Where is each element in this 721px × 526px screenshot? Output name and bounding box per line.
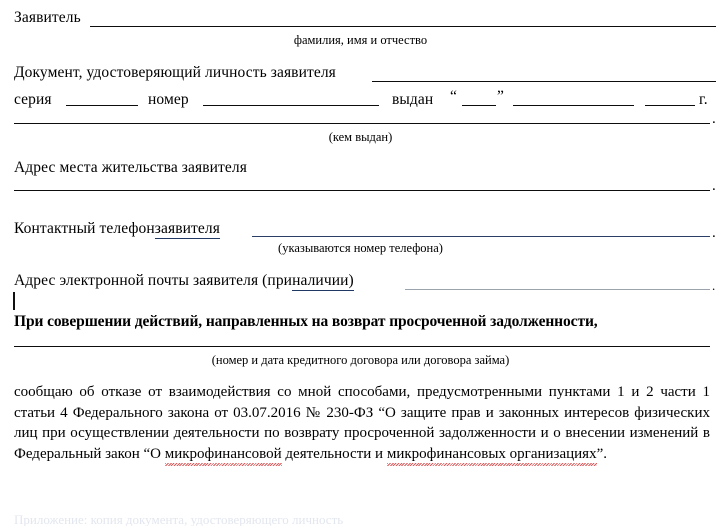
identity-issued-label: выдан — [392, 91, 434, 108]
quote-open-glyph: “ — [450, 88, 457, 105]
identity-year-input-line[interactable] — [645, 105, 695, 106]
identity-day-quote-open — [450, 89, 457, 105]
text-caret — [13, 292, 15, 310]
email-address-label-linked[interactable]: наличии) — [292, 272, 354, 289]
contact-phone-input-line[interactable] — [252, 236, 710, 237]
identity-day-quote-close — [497, 89, 504, 105]
quote-close-glyph: ” — [497, 88, 504, 105]
misspelled-word: микрофинансовой — [165, 444, 282, 465]
applicant-caption: фамилия, имя и отчество — [293, 33, 428, 47]
email-address-input-line[interactable] — [405, 289, 710, 290]
contract-reference-caption-row — [0, 354, 721, 367]
residence-address-input-line[interactable] — [14, 190, 710, 191]
applicant-label-row — [14, 10, 81, 26]
applicant-input-line[interactable] — [90, 26, 716, 27]
identity-month-input-line[interactable] — [513, 105, 634, 106]
identity-issuer-caption: (кем выдан) — [328, 130, 393, 144]
identity-series-label-row — [14, 92, 52, 108]
identity-issuer-input-line[interactable] — [14, 123, 710, 124]
contract-reference-input-line[interactable] — [14, 346, 710, 347]
contact-phone-caption: (указываются номер телефона) — [278, 241, 443, 255]
email-address-label-plain: Адрес электронной почты заявителя (при — [14, 272, 293, 289]
statement-segment: и — [371, 445, 387, 462]
identity-issuer-caption-row — [0, 131, 721, 144]
identity-number-input-line[interactable] — [203, 105, 379, 106]
residence-address-trailing-period: . — [712, 178, 716, 194]
identity-series-input-line[interactable] — [66, 105, 138, 106]
residence-address-label: Адрес места жительства заявителя — [14, 159, 247, 176]
statement-segment: сообщаю об отказе от взаимодействия со мной способами, предусмотренными пунктами 1 и 2 части 1 статьи 4 Федерального закона от 03.07.2016 № 230-ФЗ “О защите прав и законных интересов физических лиц при осуществлении деятельности по возврату просроченной задолженности и о внесении изменений в Федеральный закон “О — [14, 384, 710, 462]
identity-number-label-row — [148, 92, 189, 108]
footer-cutoff-text: Приложение: копия документа, удостоверяющего личность — [14, 513, 344, 526]
identity-year-suffix-row — [699, 92, 708, 108]
email-address-label-row — [14, 273, 354, 291]
identity-issued-label-row — [392, 92, 433, 108]
identity-year-suffix: г. — [699, 91, 708, 108]
contract-reference-caption: (номер и дата кредитного договора или договора займа) — [211, 353, 510, 367]
statement-segment: деятельности — [285, 445, 372, 462]
misspelled-word: микрофинансовых организациях — [387, 444, 597, 465]
identity-series-label: серия — [14, 91, 52, 108]
identity-number-label: номер — [148, 91, 189, 108]
contact-phone-label-linked[interactable]: заявителя — [154, 220, 220, 237]
statement-text — [14, 382, 710, 464]
applicant-caption-row — [0, 34, 721, 47]
contact-phone-label-plain: Контактный телефон — [14, 220, 155, 237]
applicant-label: Заявитель — [14, 9, 81, 26]
statement-segment: ”. — [596, 445, 607, 462]
contact-phone-trailing-period: . — [712, 225, 716, 241]
identity-document-label: Документ, удостоверяющий личность заявителя — [14, 64, 336, 81]
contact-phone-label-row — [14, 221, 220, 239]
identity-issuer-trailing-period: . — [712, 111, 716, 127]
identity-document-label-row — [14, 65, 336, 81]
statement-paragraph — [14, 382, 710, 464]
contract-reference-heading: При совершении действий, направленных на возврат просроченной задолженности, — [14, 313, 598, 330]
residence-address-label-row — [14, 160, 247, 176]
email-address-trailing-period: . — [712, 278, 716, 293]
identity-document-input-line[interactable] — [372, 81, 716, 82]
contact-phone-caption-row — [0, 242, 721, 255]
identity-day-input-line[interactable] — [462, 105, 496, 106]
